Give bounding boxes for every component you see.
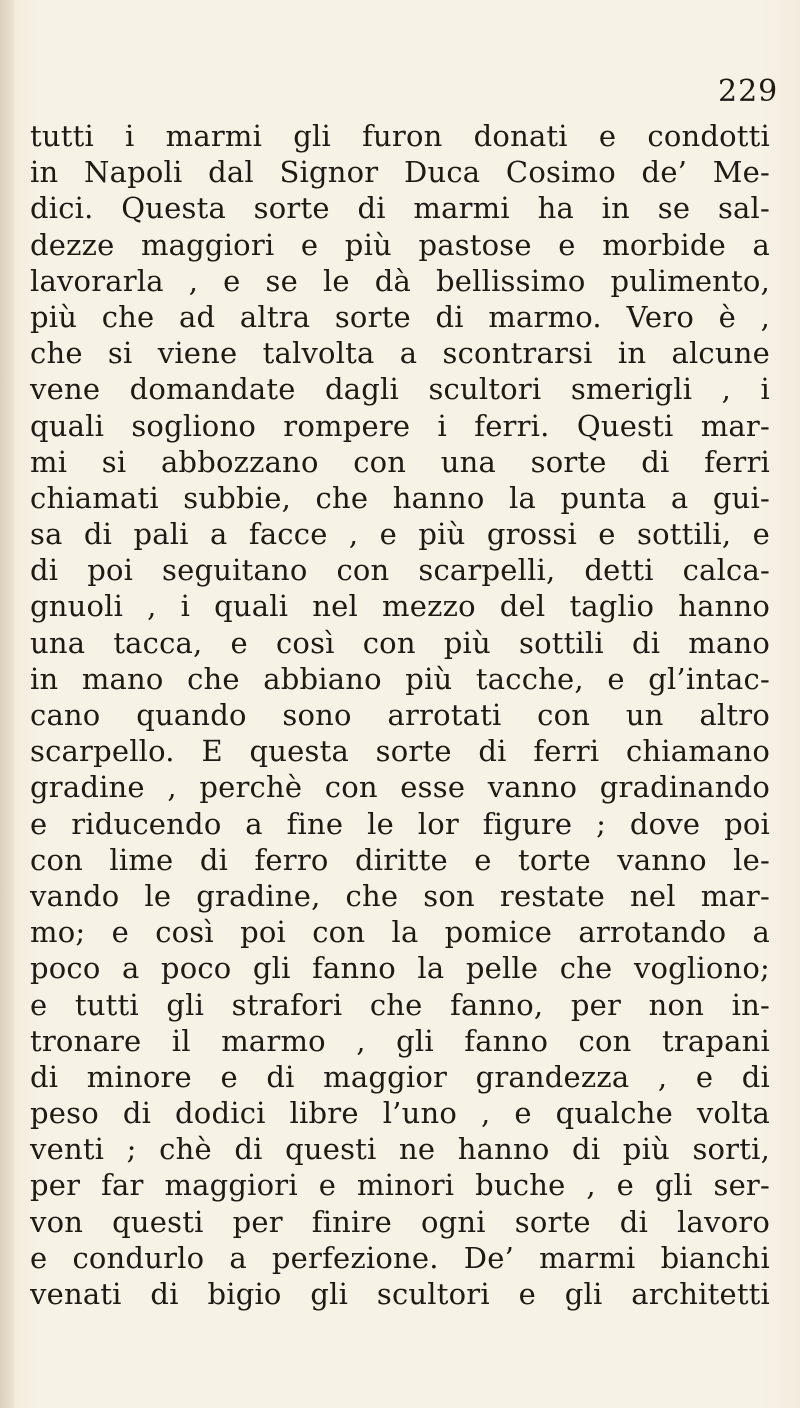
text-line: di poi seguitano con scarpelli, detti calca-: [30, 553, 770, 588]
text-line: von questi per finire ogni sorte di lavoro: [30, 1204, 770, 1239]
text-line: mo; e così poi con la pomice arrotando a: [30, 915, 770, 950]
page-number: 229: [718, 74, 779, 109]
text-line: in Napoli dal Signor Duca Cosimo de’ Me-: [30, 155, 770, 190]
text-line: sa di pali a facce , e più grossi e sottili, e: [30, 517, 770, 552]
text-line: poco a poco gli fanno la pelle che vogliono;: [30, 951, 770, 986]
text-line: una tacca, e così con più sottili di mano: [30, 625, 770, 660]
text-line: venati di bigio gli scultori e gli architetti: [30, 1277, 770, 1311]
text-line: peso di dodici libre l’uno , e qualche volta: [30, 1096, 770, 1131]
text-line: chiamati subbie, che hanno la punta a gui-: [30, 480, 770, 515]
text-line: lavorarla , e se le dà bellissimo pulimento,: [30, 263, 770, 298]
text-line: quali sogliono rompere i ferri. Questi mar-: [30, 408, 770, 443]
text-line: venti ; chè di questi ne hanno di più sorti,: [30, 1132, 770, 1167]
text-line: dezze maggiori e più pastose e morbide a: [30, 227, 770, 262]
text-line: in mano che abbiano più tacche, e gl’intac-: [30, 661, 770, 696]
text-line: per far maggiori e minori buche , e gli ser-: [30, 1168, 770, 1203]
text-line: dici. Questa sorte di marmi ha in se sal-: [30, 191, 770, 226]
text-line: di minore e di maggior grandezza , e di: [30, 1059, 770, 1094]
text-line: mi si abbozzano con una sorte di ferri: [30, 444, 770, 479]
text-line: gradine , perchè con esse vanno gradinando: [30, 770, 770, 805]
text-line: e tutti gli strafori che fanno, per non in-: [30, 987, 770, 1022]
text-line: tronare il marmo , gli fanno con trapani: [30, 1023, 770, 1058]
text-line: scarpello. E questa sorte di ferri chiamano: [30, 734, 770, 769]
text-line: più che ad altra sorte di marmo. Vero è ,: [30, 299, 770, 334]
text-line: vando le gradine, che son restate nel mar-: [30, 878, 770, 913]
page-gutter: [0, 0, 14, 1408]
text-line: e riducendo a fine le lor figure ; dove poi: [30, 806, 770, 841]
text-line: gnuoli , i quali nel mezzo del taglio hanno: [30, 589, 770, 624]
text-line: con lime di ferro diritte e torte vanno le-: [30, 842, 770, 877]
text-line: vene domandate dagli scultori smerigli , i: [30, 372, 770, 407]
text-line: e condurlo a perfezione. De’ marmi bianchi: [30, 1240, 770, 1275]
text-line: tutti i marmi gli furon donati e condotti: [30, 119, 770, 153]
text-line: cano quando sono arrotati con un altro: [30, 698, 770, 732]
text-line: che si viene talvolta a scontrarsi in alcune: [30, 336, 770, 371]
body-text: [30, 118, 770, 1312]
